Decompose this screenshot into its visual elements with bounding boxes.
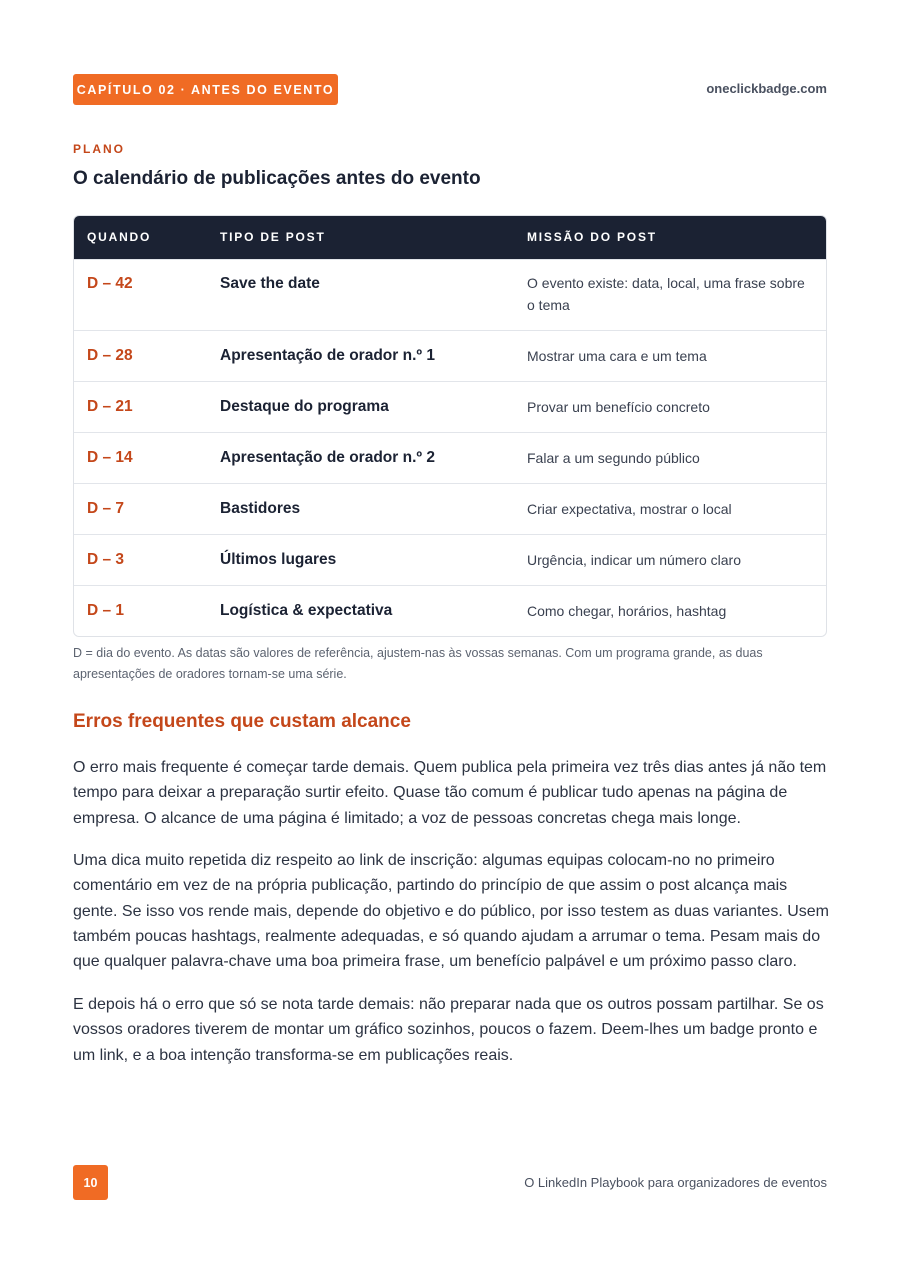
- cell-post-mission: Provar um benefício concreto: [527, 399, 710, 415]
- cell-post-type: Save the date: [220, 275, 320, 292]
- table-row: [74, 483, 826, 534]
- section-title: O calendário de publicações antes do evento: [73, 168, 481, 189]
- column-header-when: QUANDO: [87, 230, 152, 244]
- cell-post-mission: O evento existe: data, local, uma frase sobre o tema: [527, 275, 805, 313]
- table-row: [74, 432, 826, 483]
- footer-publication-title: O LinkedIn Playbook para organizadores de eventos: [524, 1175, 827, 1190]
- cell-post-type: Últimos lugares: [220, 551, 337, 568]
- site-url[interactable]: oneclickbadge.com: [706, 81, 827, 96]
- table-header: [74, 216, 826, 259]
- body-paragraph: E depois há o erro que só se nota tarde demais: não preparar nada que os outros possam partilhar. Se os vossos oradores tiverem de montar um gráfico sozinhos, poucos o fazem. Deem-lhes um badge pronto e um link, e a boa intenção transforma-se em publicações reais.: [73, 996, 824, 1064]
- cell-when: D – 28: [87, 347, 133, 364]
- cell-post-type: Logística & expectativa: [220, 602, 393, 619]
- column-header-post-type: TIPO DE POST: [220, 230, 326, 244]
- section-eyebrow: PLANO: [73, 142, 125, 156]
- cell-when: D – 7: [87, 500, 125, 517]
- table-row: [74, 381, 826, 432]
- cell-post-mission: Urgência, indicar um número claro: [527, 552, 741, 568]
- cell-post-mission: Mostrar uma cara e um tema: [527, 348, 707, 364]
- cell-post-type: Destaque do programa: [220, 398, 389, 415]
- table-row: [74, 585, 826, 636]
- cell-post-mission: Criar expectativa, mostrar o local: [527, 501, 732, 517]
- errors-heading: Erros frequentes que custam alcance: [73, 711, 411, 732]
- cell-when: D – 21: [87, 398, 133, 415]
- cell-when: D – 14: [87, 449, 133, 466]
- cell-when: D – 3: [87, 551, 125, 568]
- cell-post-mission: Como chegar, horários, hashtag: [527, 603, 727, 619]
- cell-when: D – 1: [87, 602, 125, 619]
- cell-post-type: Apresentação de orador n.º 1: [220, 347, 435, 364]
- cell-post-mission: Falar a um segundo público: [527, 450, 700, 466]
- cell-when: D – 42: [87, 275, 133, 292]
- schedule-table: [73, 215, 827, 637]
- table-footnote: D = dia do evento. As datas são valores de referência, ajustem-nas às vossas semanas. Com um programa grande, as duas apresentações de oradores tornam-se uma série.: [73, 646, 763, 681]
- cell-post-type: Bastidores: [220, 500, 301, 517]
- cell-post-type: Apresentação de orador n.º 2: [220, 449, 435, 466]
- table-row: [74, 330, 826, 381]
- chapter-badge: CAPÍTULO 02 · ANTES DO EVENTO: [73, 74, 338, 105]
- body-paragraph: Uma dica muito repetida diz respeito ao link de inscrição: algumas equipas colocam-no no primeiro comentário em vez de na própria publicação, partindo do princípio de que assim o post alcança mais gente. Se isso vos rende mais, depende do objetivo e do público, por isso testem as duas variantes. Usem também poucas hashtags, realmente adequadas, e só quando ajudam a arrumar o tema. Pesam mais do que qualquer palavra-chave uma boa primeira frase, um benefício palpável e um próximo passo claro.: [73, 852, 829, 971]
- table-row: [74, 259, 826, 330]
- column-header-post-mission: MISSÃO DO POST: [527, 230, 657, 244]
- body-paragraph: O erro mais frequente é começar tarde demais. Quem publica pela primeira vez três dias antes já não tem tempo para deixar a preparação surtir efeito. Quase tão comum é publicar tudo apenas na página de empresa. O alcance de uma página é limitado; a voz de pessoas concretas chega mais longe.: [73, 759, 827, 827]
- page-number-badge: 10: [73, 1165, 108, 1200]
- table-row: [74, 534, 826, 585]
